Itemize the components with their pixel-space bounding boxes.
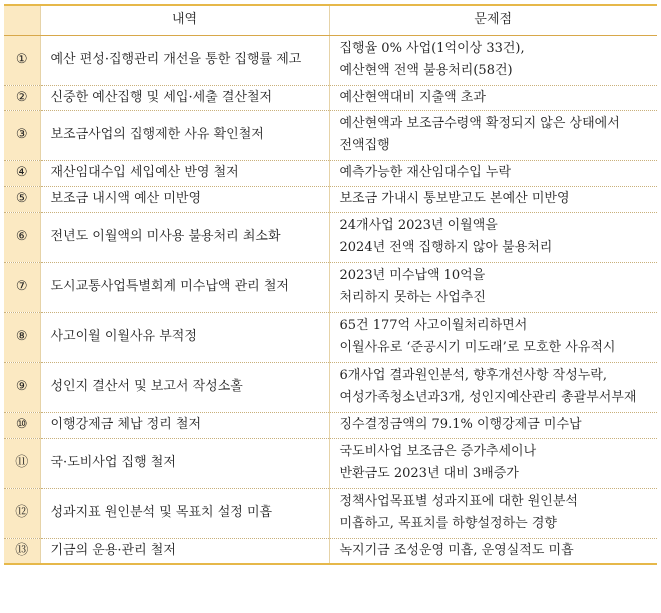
problem-line: 6개사업 결과원인분석, 향후개선사항 작성누락, bbox=[339, 368, 608, 383]
row-number: ⑬ bbox=[4, 538, 40, 564]
problem-line: 2024년 전액 집행하지 않아 불용처리 bbox=[339, 240, 553, 255]
row-number: ⑧ bbox=[4, 312, 40, 362]
row-item: 성인지 결산서 및 보고서 작성소홀 bbox=[40, 362, 329, 412]
problem-line: 녹지기금 조성운영 미흡, 운영실적도 미흡 bbox=[339, 542, 574, 558]
row-item: 전년도 이월액의 미사용 불용처리 최소화 bbox=[40, 212, 329, 262]
problem-line: 전액집행 bbox=[339, 138, 390, 153]
problem-line: 예산현액 전액 불용처리(58건) bbox=[339, 63, 513, 78]
row-problem bbox=[329, 212, 657, 262]
problem-line: 여성가족청소년과3개, 성인지예산관리 총괄부서부재 bbox=[339, 390, 637, 405]
row-item: 신중한 예산집행 및 세입·세출 결산철저 bbox=[40, 85, 329, 110]
row-problem bbox=[329, 262, 657, 312]
row-item: 재산임대수입 세입예산 반영 철저 bbox=[40, 160, 329, 186]
problem-line: 보조금 가내시 통보받고도 본예산 미반영 bbox=[339, 191, 570, 206]
row-item: 이행강제금 체납 정리 철저 bbox=[40, 412, 329, 438]
table-row bbox=[4, 438, 657, 488]
problem-line: 24개사업 2023년 이월액을 bbox=[339, 218, 498, 233]
row-problem bbox=[329, 186, 657, 212]
problem-line: 정책사업목표별 성과지표에 대한 원인분석 bbox=[339, 494, 578, 509]
table-row bbox=[4, 262, 657, 312]
problem-line: 예산현액대비 지출액 초과 bbox=[339, 89, 486, 105]
table-header-row bbox=[4, 5, 657, 35]
table-row bbox=[4, 412, 657, 438]
row-problem bbox=[329, 538, 657, 564]
table-row bbox=[4, 212, 657, 262]
problem-line: 징수결정금액의 79.1% 이행강제금 미수납 bbox=[339, 417, 582, 432]
table-row bbox=[4, 538, 657, 564]
table-row bbox=[4, 35, 657, 85]
row-number: ⑥ bbox=[4, 212, 40, 262]
row-number: ③ bbox=[4, 110, 40, 160]
row-problem bbox=[329, 488, 657, 538]
row-problem bbox=[329, 312, 657, 362]
table-row bbox=[4, 85, 657, 110]
table-row bbox=[4, 488, 657, 538]
row-number: ⑫ bbox=[4, 488, 40, 538]
row-item: 사고이월 이월사유 부적정 bbox=[40, 312, 329, 362]
row-problem bbox=[329, 110, 657, 160]
row-item: 기금의 운용·관리 철저 bbox=[40, 538, 329, 564]
table-row bbox=[4, 312, 657, 362]
row-number: ② bbox=[4, 85, 40, 110]
row-problem bbox=[329, 438, 657, 488]
problem-line: 집행율 0% 사업(1억이상 33건), bbox=[339, 41, 525, 56]
row-problem bbox=[329, 412, 657, 438]
row-item: 예산 편성·집행관리 개선을 통한 집행률 제고 bbox=[40, 35, 329, 85]
table-row bbox=[4, 186, 657, 212]
row-number: ⑦ bbox=[4, 262, 40, 312]
problem-line: 미흡하고, 목표치를 하향설정하는 경향 bbox=[339, 516, 557, 531]
row-item: 국·도비사업 집행 철저 bbox=[40, 438, 329, 488]
row-problem bbox=[329, 35, 657, 85]
header-item: 내역 bbox=[40, 5, 329, 35]
header-number bbox=[4, 5, 40, 35]
row-number: ④ bbox=[4, 160, 40, 186]
row-item: 도시교통사업특별회계 미수납액 관리 철저 bbox=[40, 262, 329, 312]
table-row bbox=[4, 160, 657, 186]
row-item: 보조금 내시액 예산 미반영 bbox=[40, 186, 329, 212]
row-problem bbox=[329, 85, 657, 110]
problem-line: 2023년 미수납액 10억을 bbox=[339, 268, 486, 283]
row-item: 성과지표 원인분석 및 목표치 설정 미흡 bbox=[40, 488, 329, 538]
row-number: ⑩ bbox=[4, 412, 40, 438]
problem-line: 국도비사업 보조금은 증가추세이나 bbox=[339, 444, 537, 459]
row-problem bbox=[329, 160, 657, 186]
row-number: ⑪ bbox=[4, 438, 40, 488]
row-problem bbox=[329, 362, 657, 412]
table-row bbox=[4, 110, 657, 160]
header-problem: 문제점 bbox=[329, 5, 657, 35]
problem-line: 예산현액과 보조금수령액 확정되지 않은 상태에서 bbox=[339, 116, 620, 131]
table-row bbox=[4, 362, 657, 412]
problem-line: 이월사유로 ‘준공시기 미도래’로 모호한 사유적시 bbox=[339, 340, 616, 355]
row-number: ① bbox=[4, 35, 40, 85]
findings-table bbox=[4, 4, 657, 565]
problem-line: 예측가능한 재산임대수입 누락 bbox=[339, 165, 512, 180]
problem-line: 반환금도 2023년 대비 3배증가 bbox=[339, 466, 519, 481]
row-number: ⑤ bbox=[4, 186, 40, 212]
problem-line: 65건 177억 사고이월처리하면서 bbox=[339, 318, 528, 333]
problem-line: 처리하지 못하는 사업추진 bbox=[339, 290, 486, 305]
row-item: 보조금사업의 집행제한 사유 확인철저 bbox=[40, 110, 329, 160]
row-number: ⑨ bbox=[4, 362, 40, 412]
